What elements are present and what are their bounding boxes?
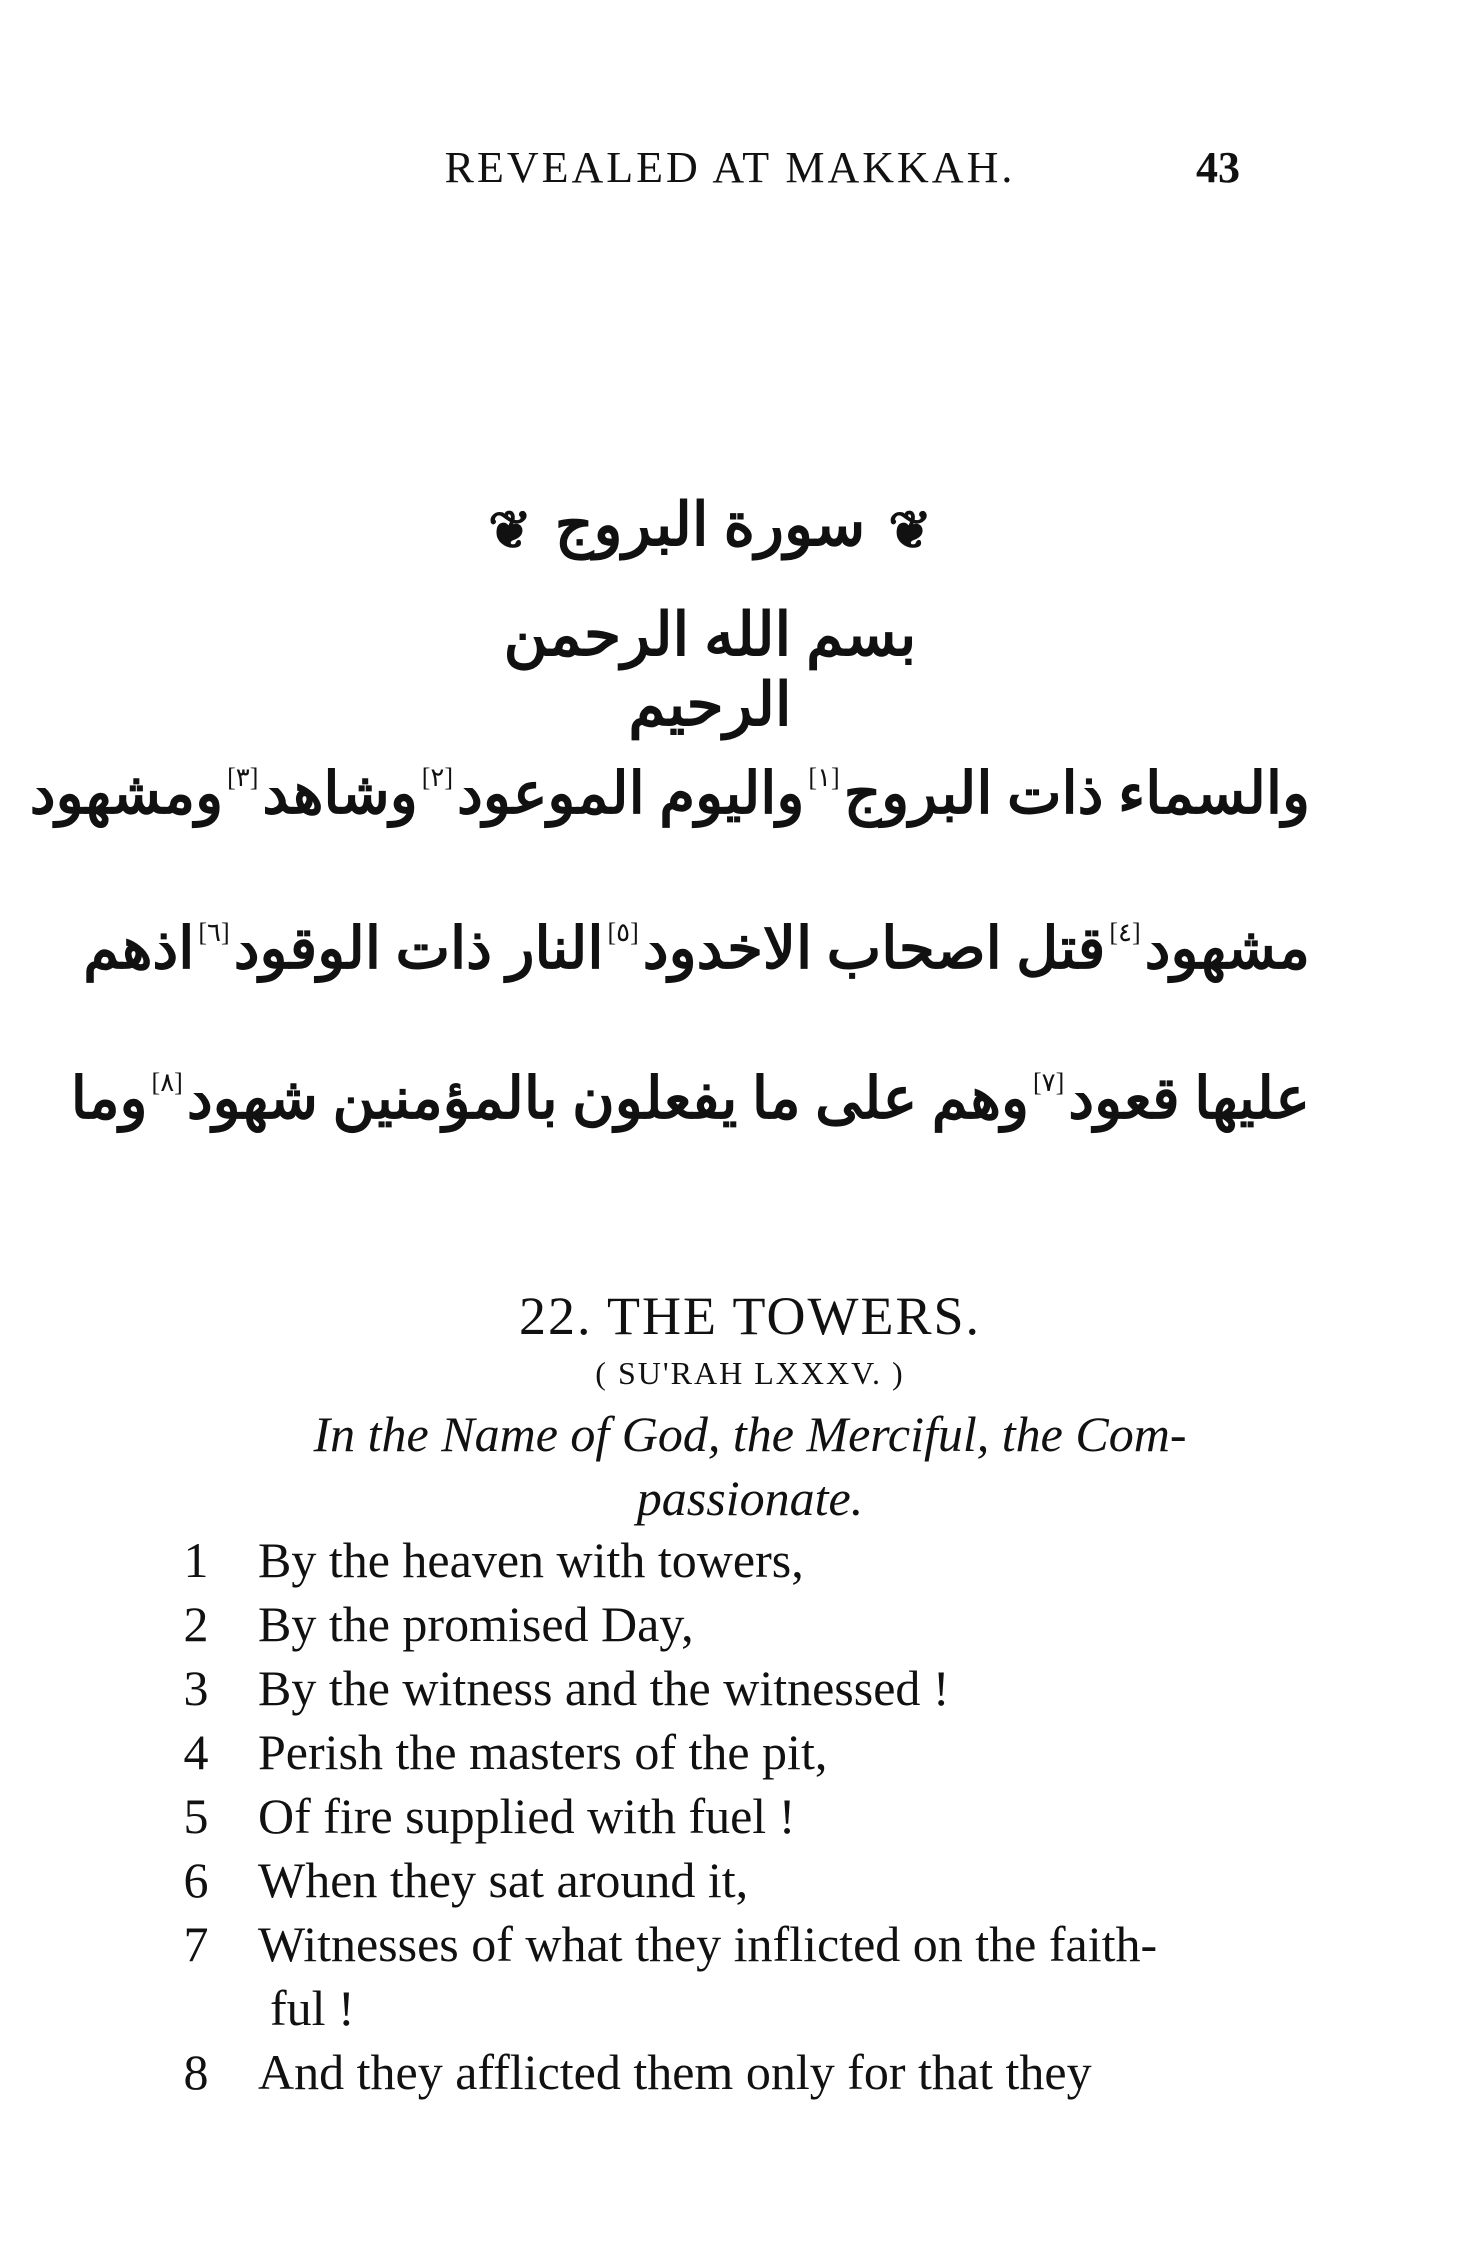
verse-line — [0, 1528, 1470, 1592]
arabic-sura-title-text: سورة البروج — [554, 492, 866, 558]
verse-number: 5 — [183, 1788, 209, 1844]
arabic-verse-segment — [1105, 916, 1310, 981]
invocation — [200, 1402, 1300, 1530]
page-number: 43 — [1196, 143, 1240, 192]
verse-line-continuation — [0, 1976, 1470, 2040]
arabic-verse-text: ومشهود — [29, 761, 224, 826]
arabic-verse-number: [٧] — [1032, 1068, 1065, 1097]
arabic-verse-segment — [1029, 1066, 1310, 1131]
verse-line — [0, 1784, 1470, 1848]
arabic-verse-text: وهم على ما يفعلون بالمؤمنين شهود — [186, 1066, 1029, 1131]
arabic-verse-number: [٨] — [151, 1068, 183, 1097]
verse-text: By the heaven with towers, — [258, 1532, 804, 1588]
verse-line — [0, 1656, 1470, 1720]
verse-number: 4 — [183, 1724, 209, 1780]
arabic-verse-text: والسماء ذات البروج — [843, 761, 1310, 826]
verse-number: 7 — [183, 1916, 209, 1972]
arabic-verse-text: عليها قعود — [1068, 1066, 1310, 1131]
verse-number: 6 — [183, 1852, 209, 1908]
verse-text: Perish the masters of the pit, — [258, 1724, 828, 1780]
arabic-verse-segment — [148, 1066, 1029, 1131]
verse-text: ful ! — [270, 1980, 355, 2036]
arabic-verse-segment — [418, 761, 805, 826]
arabic-verse-row — [29, 761, 1310, 826]
arabic-verse-row — [70, 1066, 1310, 1131]
arabic-verse-number: [٣] — [227, 763, 259, 792]
verse-number: 8 — [183, 2044, 209, 2100]
verse-text: By the witness and the witnessed ! — [258, 1660, 950, 1716]
verse-text: And they afflicted them only for that they — [258, 2044, 1092, 2100]
arabic-verse-text: وشاهد — [262, 761, 418, 826]
ornament-left-icon: ❦ — [488, 503, 532, 561]
verse-line — [0, 1912, 1470, 1976]
arabic-verse-number: [١] — [808, 763, 840, 792]
ornament-right-icon: ❦ — [888, 503, 932, 561]
arabic-verse-text: واليوم الموعود — [457, 761, 805, 826]
verse-number: 1 — [183, 1532, 209, 1588]
arabic-bismillah: بسم الله الرحمن الرحيم — [503, 602, 917, 738]
arabic-verse-number: [٤] — [1109, 918, 1141, 947]
arabic-verse-row — [83, 916, 1310, 981]
verse-text: By the promised Day, — [258, 1596, 694, 1652]
arabic-verse-segment — [804, 761, 1310, 826]
arabic-verse-segment — [194, 916, 604, 981]
arabic-verse-text: وما — [70, 1066, 148, 1131]
sura-heading: 22. THE TOWERS. — [518, 1286, 982, 1346]
arabic-verse-text: اذهم — [83, 916, 195, 981]
verse-text: When they sat around it, — [258, 1852, 749, 1908]
verse-line — [0, 1592, 1470, 1656]
verse-number: 2 — [183, 1596, 209, 1652]
verse-line — [0, 1720, 1470, 1784]
running-title: REVEALED AT MAKKAH. — [444, 143, 1016, 192]
arabic-verse-segment — [603, 916, 1106, 981]
arabic-verse-number: [٥] — [607, 918, 639, 947]
arabic-verse-segment — [83, 916, 195, 981]
verse-line — [0, 1848, 1470, 1912]
verse-number: 3 — [183, 1660, 209, 1716]
invocation-line: passionate. — [636, 1470, 864, 1526]
sura-subheading: ( SU'RAH LXXXV. ) — [595, 1355, 905, 1391]
arabic-verse-text: قتل اصحاب الاخدود — [642, 916, 1106, 981]
arabic-sura-title — [470, 490, 950, 561]
verse-text: Witnesses of what they inflicted on the faith- — [258, 1916, 1158, 1972]
invocation-line: In the Name of God, the Merciful, the Com- — [313, 1406, 1187, 1462]
arabic-verse-text: مشهود — [1144, 916, 1310, 981]
arabic-verse-segment — [70, 1066, 148, 1131]
verse-line — [0, 2040, 1470, 2104]
arabic-verse-segment — [223, 761, 418, 826]
verse-text: Of fire supplied with fuel ! — [258, 1788, 796, 1844]
arabic-verse-text: النار ذات الوقود — [233, 916, 604, 981]
arabic-verse-number: [٢] — [421, 763, 454, 792]
arabic-verse-segment — [29, 761, 224, 826]
arabic-verse-number: [٦] — [198, 918, 230, 947]
